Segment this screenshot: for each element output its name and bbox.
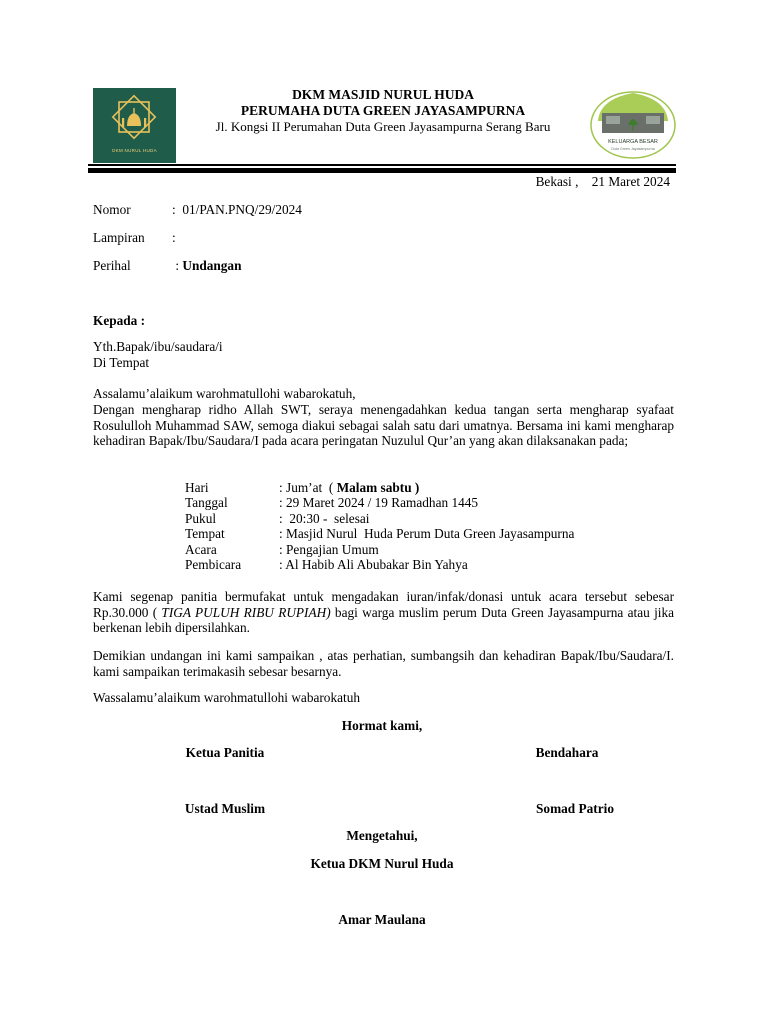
opening-paragraph: Dengan mengharap ridho Allah SWT, seraya menengadahkan kedua tangan serta mengharap syafaat Rosululloh Muhammad SAW, semoga diakui sebagai salah satu dari umatnya. Bersama ini kami mengharap kehadiran Bapak/Ibu/Saudara/I pada acara peringatan Nuzulul Qur’an yang akan dilaksanakan pada; [93,402,674,449]
hari-label: Hari [185,480,209,495]
lampiran-label: Lampiran [93,230,145,245]
pukul-label: Pukul [185,511,217,526]
mengetahui: Mengetahui, [346,828,418,843]
org-address: Jl. Kongsi II Perumahan Duta Green Jayasampurna Serang Baru [215,119,551,134]
hormat-kami: Hormat kami, [341,718,423,733]
ketua-dkm-name: Amar Maulana [338,912,426,927]
hari-bold: Malam sabtu ) [336,480,420,495]
dkm-logo [93,88,176,163]
community-logo [590,91,676,159]
greeting: Assalamu’alaikum warohmatullohi wabarokatuh, [93,386,356,401]
hari-field [279,480,419,496]
org-housing: PERUMAHA DUTA GREEN JAYASAMPURNA [240,103,526,118]
perihal-label: Perihal [93,258,131,273]
header-rule-thin [88,164,676,166]
ketua-panitia-title: Ketua Panitia [185,745,265,760]
donation-text-c: bagi warga muslim perum Duta Green Jayasampurna atau jika berkenan lebih dipersilahkan. [93,604,675,636]
tanggal-value: : 29 Maret 2024 / 19 Ramadhan 1445 [279,495,479,510]
tempat-value: : Masjid Nurul Huda Perum Duta Green Jayasampurna [279,526,575,541]
perihal-value: Undangan [182,258,242,273]
ketua-panitia-name: Ustad Muslim [184,801,266,816]
perihal-field [172,258,241,274]
ketua-dkm-title: Ketua DKM Nurul Huda [310,856,454,871]
closing-paragraph: Demikian undangan ini kami sampaikan , atas perhatian, sumbangsih dan kehadiran Bapak/Ibu/Saudara/I. kami sampaikan terimakasih sebesar besarnya. [93,648,674,679]
dkm-logo-text: DKM NURUL HUDA [112,148,157,153]
pukul-value: : 20:30 - selesai [279,511,370,526]
pembicara-label: Pembicara [185,557,242,572]
pembicara-value: : Al Habib Ali Abubakar Bin Yahya [279,557,468,572]
org-name: DKM MASJID NURUL HUDA [292,87,474,102]
donation-text-a: Kami segenap panitia bermufakat untuk mengadakan iuran/infak/donasi untuk acara tersebut sebesar Rp.30.000 ( [93,589,674,620]
hari-value: : Jum’at ( [279,480,337,495]
community-logo-text: KELUARGA BESAR [608,139,658,145]
perihal-colon: : [172,258,183,273]
donation-amount-words: TIGA PULUH RIBU RUPIAH) [161,604,331,620]
header-rule-thick [88,168,676,173]
recipient-line-2: Di Tempat [93,355,150,370]
acara-label: Acara [185,542,217,557]
tempat-label: Tempat [185,526,225,541]
lampiran-value: : [172,230,176,245]
community-logo-subtext: Duta Green Jayasampurna [611,147,655,151]
bendahara-name: Somad Patrio [536,801,614,816]
kepada-label: Kepada : [93,313,146,328]
recipient-line-1: Yth.Bapak/ibu/saudara/i [93,339,223,354]
tanggal-label: Tanggal [185,495,228,510]
nomor-label: Nomor [93,202,131,217]
bendahara-title: Bendahara [535,745,599,760]
donation-paragraph [93,589,674,636]
closing-greeting: Wassalamu’alaikum warohmatullohi wabarokatuh [93,690,361,705]
acara-value: : Pengajian Umum [279,542,379,557]
letter-date: Bekasi , 21 Maret 2024 [535,174,670,189]
nomor-value: : 01/PAN.PNQ/29/2024 [172,202,302,217]
